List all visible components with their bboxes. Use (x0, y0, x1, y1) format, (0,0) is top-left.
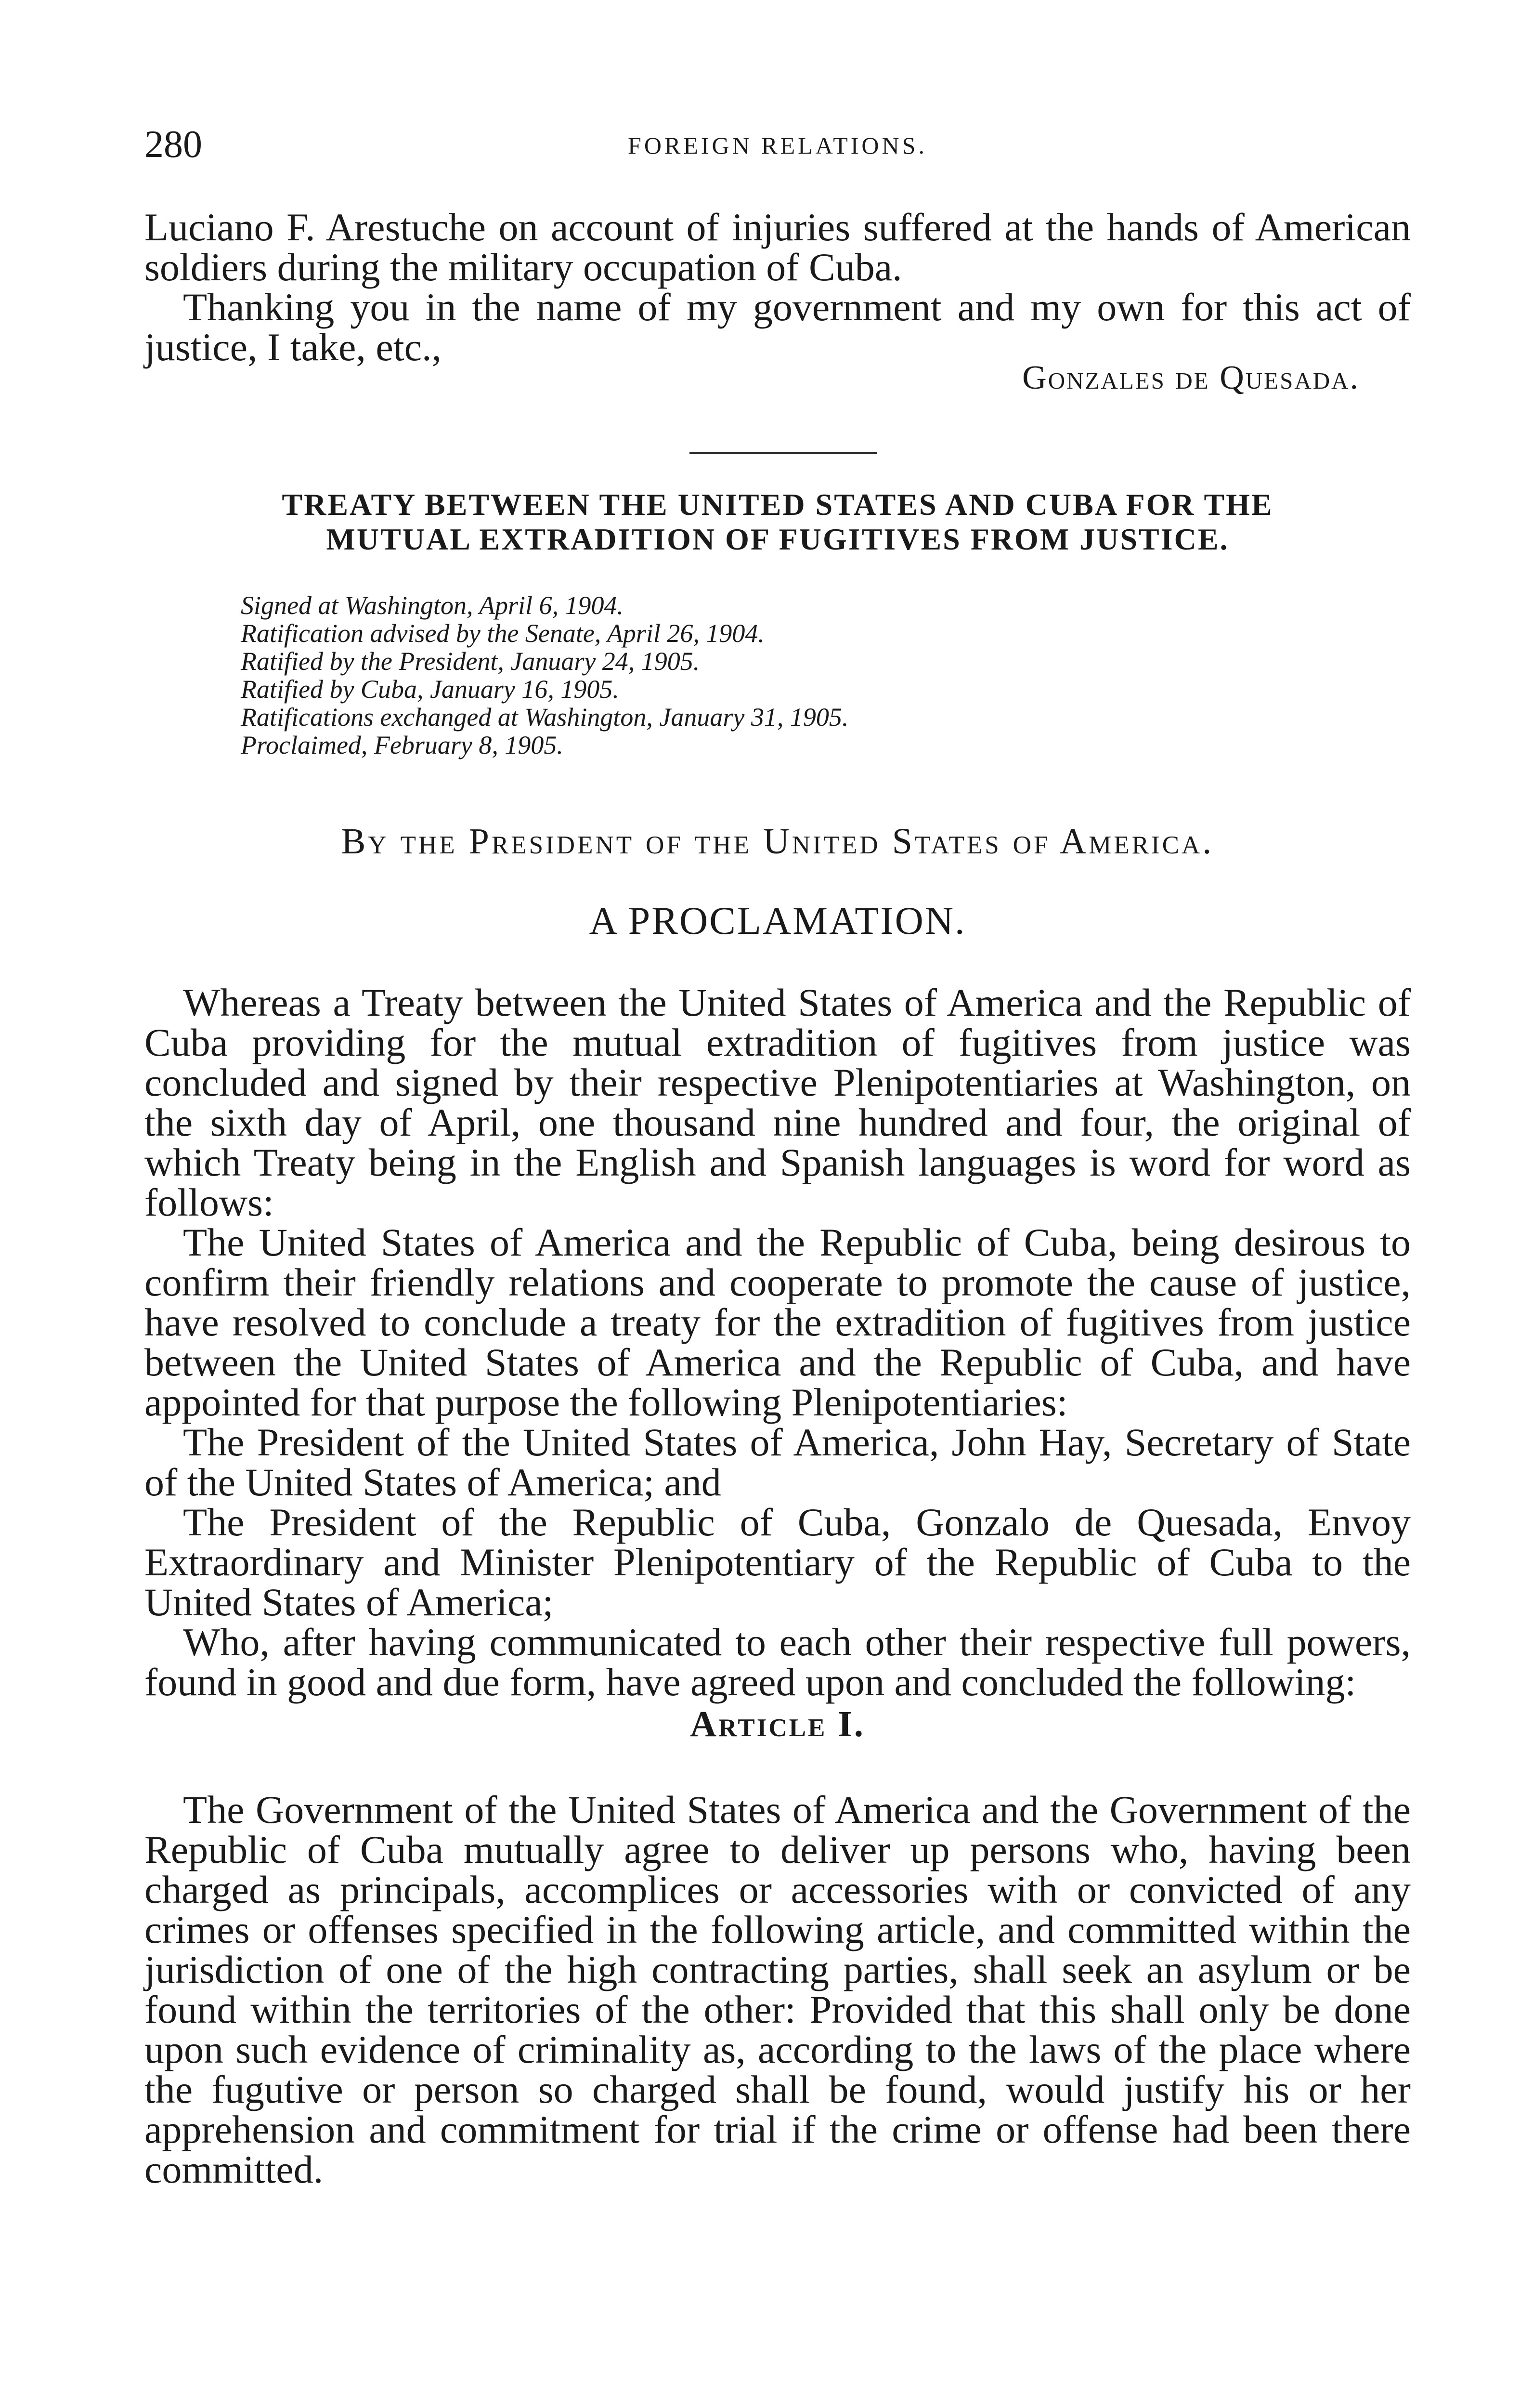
by-president-heading: By the President of the United States of America. (341, 821, 1214, 862)
date-entry: Ratified by the President, January 24, 1905. (241, 647, 700, 676)
letter-paragraph: Thanking you in the name of my government and my own for this act of justice, I take, etc., (144, 285, 1411, 369)
date-entry: Ratification advised by the Senate, April 26, 1904. (241, 619, 765, 648)
date-entry: Ratifications exchanged at Washington, January 31, 1905. (241, 703, 849, 732)
treaty-paragraph: Whereas a Treaty between the United States of America and the Republic of Cuba providing for the mutual extradition of fugitives from justice was concluded and signed by their respective Plenipotentiaries at Washington, on the sixth day of April, one thousand nine hundred and four, the original of which Treaty being in the English and Spanish languages is word for word as follows: (144, 981, 1411, 1224)
treaty-paragraph: The United States of America and the Republic of Cuba, being desirous to confirm their friendly relations and cooperate to promote the cause of justice, have resolved to conclude a treaty for the extradition of fugitives from justice between the United States of America and the Republic of Cuba, and have appointed for that purpose the following Plenipotentiaries: (144, 1220, 1411, 1424)
date-entry: Signed at Washington, April 6, 1904. (241, 591, 624, 620)
treaty-title-line: TREATY BETWEEN THE UNITED STATES AND CUBA FOR THE (282, 487, 1273, 522)
page-number: 280 (144, 123, 202, 166)
treaty-paragraph: Who, after having communicated to each other their respective full powers, found in good and due form, have agreed upon and concluded the following: (144, 1620, 1411, 1704)
date-entry: Proclaimed, February 8, 1905. (241, 731, 563, 759)
ratification-dates (241, 591, 1300, 759)
section-divider (689, 452, 877, 454)
treaty-paragraph: The President of the United States of America, John Hay, Secretary of State of the United States of America; and (144, 1420, 1411, 1504)
treaty-body (144, 982, 1411, 2189)
letter-paragraph: Luciano F. Arestuche on account of injuries suffered at the hands of American soldiers during the military occupation of Cuba. (144, 205, 1411, 289)
running-title: FOREIGN RELATIONS. (628, 132, 927, 159)
proclamation-heading: A PROCLAMATION. (589, 899, 966, 942)
treaty-title (144, 487, 1411, 557)
date-entry: Ratified by Cuba, January 16, 1905. (241, 675, 619, 704)
letter-continuation (144, 207, 1411, 367)
running-head (144, 120, 1411, 173)
treaty-paragraph: The President of the Republic of Cuba, Gonzalo de Quesada, Envoy Extraordinary and Minister Plenipotentiary of the Republic of Cuba to the United States of America; (144, 1500, 1411, 1624)
signature: Gonzales de Quesada. (1022, 359, 1360, 396)
treaty-title-line: MUTUAL EXTRADITION OF FUGITIVES FROM JUSTICE. (326, 522, 1229, 556)
article-heading: Article I. (690, 1704, 865, 1744)
article-text: The Government of the United States of America and the Government of the Republic of Cuba mutually agree to deliver up persons who, having been charged as principals, accomplices or accessories with or convicted of any crimes or offenses specified in the following article, and committed within the jurisdiction of one of the high contracting parties, shall seek an asylum or be found within the territories of the other: Provided that this shall only be done upon such evidence of criminality as, according to the laws of the place where the fugutive or person so charged shall be found, would justify his or her apprehension and commitment for trial if the crime or offense had been there committed. (144, 1788, 1411, 2191)
